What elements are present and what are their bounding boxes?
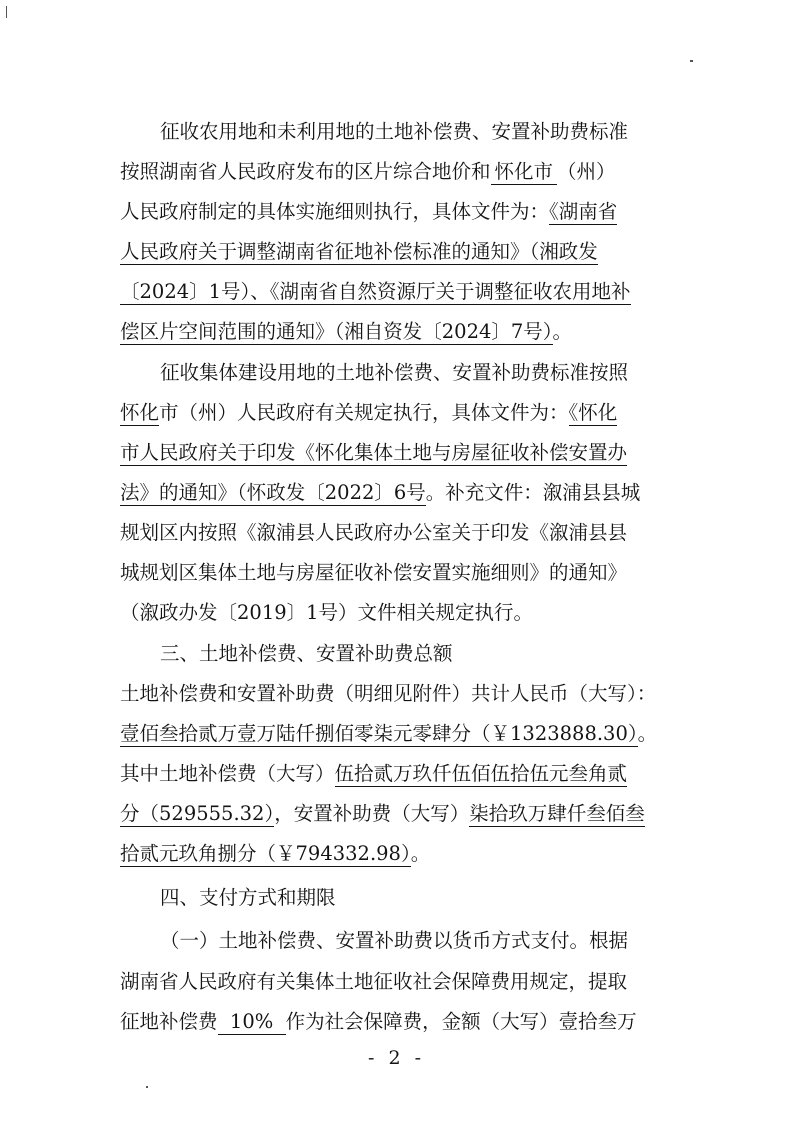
- paragraph-2-line-6: [120, 560, 680, 586]
- underlined-doc-ref: 偿区片空间范围的通知》（湘自资发〔2024〕7号）: [120, 320, 553, 343]
- paragraph-2-line-4: [120, 480, 680, 506]
- underlined-percentage: 10%: [217, 1010, 286, 1033]
- underlined-doc-ref: 《湖南省: [549, 200, 618, 223]
- paragraph-2-line-3: [120, 440, 680, 466]
- text: 。: [410, 842, 431, 865]
- underlined-land-compensation: 伍拾贰万玖仟伍佰伍拾伍元叁角贰: [334, 762, 628, 785]
- paragraph-2-line-7: [120, 600, 680, 626]
- section-4-heading: [160, 885, 680, 911]
- text: 人民政府制定的具体实施细则执行，具体文件为：: [120, 200, 550, 223]
- underlined-resettlement-subsidy: 柒拾玖万肆仟叁佰叁: [469, 802, 645, 825]
- heading-text: 四、支付方式和期限: [160, 886, 336, 909]
- section-3-line-2: [120, 721, 680, 747]
- paragraph-1-line-2: [120, 159, 680, 185]
- paragraph-1-line-6: [120, 319, 680, 345]
- text: 市（州）人民政府有关规定执行，具体文件为：: [159, 401, 569, 424]
- text: 城规划区集体土地与房屋征收补偿安置实施细则》的通知》: [120, 561, 628, 584]
- text: 征收集体建设用地的土地补偿费、安置补助费标准按照: [160, 361, 629, 384]
- underlined-city: 怀化市: [491, 160, 558, 185]
- text: 征收农用地和未利用地的土地补偿费、安置补助费标准: [160, 120, 629, 143]
- underlined-doc-ref: 〔2024〕1号）、《湖南省自然资源厅关于调整征收农用地补: [120, 280, 631, 303]
- text: 按照湖南省人民政府发布的区片综合地价和: [120, 160, 491, 183]
- text: 。补充文件：溆浦县县城: [425, 481, 641, 504]
- text: ，安置补助费（大写）: [274, 802, 470, 825]
- heading-text: 三、土地补偿费、安置补助费总额: [160, 642, 453, 665]
- section-3-heading: [160, 641, 680, 667]
- section-4-line-2: [120, 969, 680, 995]
- section-4-line-3: [120, 1009, 680, 1035]
- scan-speck: [6, 6, 7, 18]
- paragraph-1-line-5: [120, 279, 680, 305]
- text: 规划区内按照《溆浦县人民政府办公室关于印发《溆浦县县: [120, 521, 628, 544]
- text: 作为社会保障费，金额（大写）壹拾叁万: [285, 1010, 637, 1033]
- text: 土地补偿费和安置补助费（明细见附件）共计人民币（大写）：: [120, 682, 657, 705]
- scan-speck: [690, 60, 693, 62]
- section-4-line-1: [160, 928, 680, 954]
- text: （州）: [557, 160, 616, 183]
- paragraph-2-line-5: [120, 520, 680, 546]
- underlined-doc-ref: 人民政府关于调整湖南省征地补偿标准的通知》（湘政发: [120, 240, 598, 263]
- paragraph-1-line-3: [120, 199, 680, 225]
- underlined-doc-ref: 市人民政府关于印发《怀化集体土地与房屋征收补偿安置办: [120, 441, 628, 464]
- text: （溆政办发〔2019〕1号）文件相关规定执行。: [120, 601, 534, 624]
- section-3-line-4: [120, 801, 680, 827]
- page-number: - 2 -: [367, 1047, 425, 1069]
- underlined-total-amount: 壹佰叁拾贰万壹万陆仟捌佰零柒元零肆分（￥1323888.30）: [120, 722, 638, 745]
- section-3-line-1: [120, 681, 680, 707]
- section-3-line-5: [120, 841, 680, 867]
- text: 其中土地补偿费（大写）: [120, 762, 335, 785]
- text: 。: [637, 722, 658, 745]
- underlined-land-compensation: 分（529555.32）: [120, 802, 275, 825]
- underlined-doc-ref: 《怀化: [568, 401, 618, 424]
- text: 征地补偿费: [120, 1010, 218, 1033]
- paragraph-1-line-4: [120, 239, 680, 265]
- underlined-resettlement-subsidy: 拾贰元玖角捌分（￥794332.98）: [120, 842, 411, 865]
- underlined-city: 怀化: [120, 401, 160, 424]
- text: 。: [552, 320, 573, 343]
- scan-speck: [146, 1086, 148, 1088]
- paragraph-2-line-2: [120, 400, 680, 426]
- text: （一）土地补偿费、安置补助费以货币方式支付。根据: [160, 929, 629, 952]
- section-3-line-3: [120, 761, 680, 787]
- paragraph-1-line-1: [160, 119, 680, 145]
- text: 湖南省人民政府有关集体土地征收社会保障费用规定，提取: [120, 970, 628, 993]
- paragraph-2-line-1: [160, 360, 680, 386]
- underlined-doc-ref: 法》的通知》（怀政发〔2022〕6号: [120, 481, 426, 504]
